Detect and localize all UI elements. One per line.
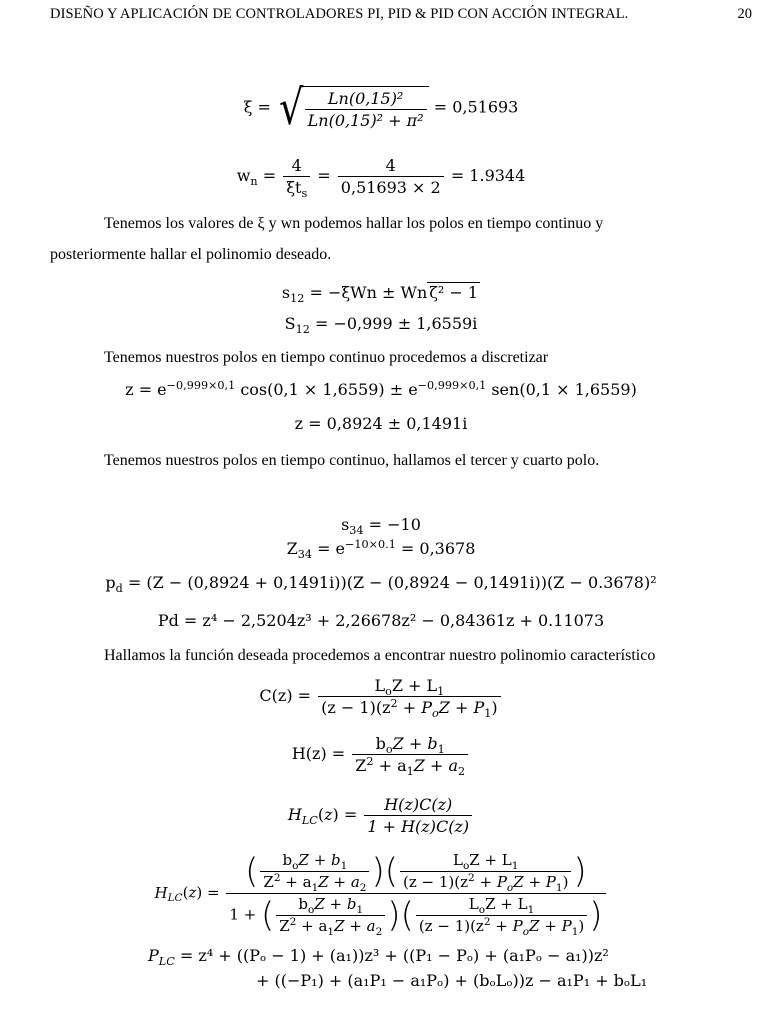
equation-H: H(z) = $\frac{b_oZ + b_1}{Z^2 + a_1Z + a_2}$	[0, 733, 762, 776]
equation-z-discrete: $z = e^{-0,999\times 0,1}$ $\cos(0,1 \times 1,6559) \pm e^{-0,999\times 0,1}$ sen(0,1 × 1,6559)	[125, 378, 637, 399]
paragraph-1-line-2: posteriormente hallar el polinomio deseado.	[50, 246, 332, 263]
equation-Pd-expanded: Pd = z⁴ − 2,5204z³ + 2,26678z² − 0,84361z + 0.11073	[157, 611, 605, 630]
equation-s12: $s_{12} = -\xi Wn \pm Wn$ ζ² − 1	[281, 283, 479, 305]
equation-HLC-expanded: $H_{LC}(z)$ = ( $\frac{b_oZ + b_1}{Z^2 + a_1Z + a_2}$ )( $\frac{L_oZ + L_1}{(z - 1)(z^2 + P_oZ + P_1)}$ ) 1 + ( $\frac{b_oZ + b_1}{Z^2 + a_1Z + a_2}$ )( $\frac{L_oZ + L_1}{(z - 1)(z^2 + P_oZ + P_1)}$ )	[0, 850, 762, 937]
paragraph-3: Tenemos nuestros polos en tiempo continuo, hallamos el tercer y cuarto polo.	[104, 452, 600, 469]
paragraph-4: Hallamos la función deseada procedemos a encontrar nuestro polinomio característico	[104, 647, 656, 664]
equation-S12-value: $S_{12} = -0,999 \pm 1,6559i$	[284, 314, 478, 336]
equation-wn: $w_n$ = $\frac{4}{\xi t_s}$ = $\frac{4}{0,51693 \times 2}$ = 1.9344	[236, 156, 526, 200]
equation-s34: $s_{34} = -10$	[341, 515, 421, 537]
equation-PLC-line-2: + ((−P₁) + (a₁P₁ − a₁Pₒ) + (bₒLₒ))z − a₁P₁ + bₒL₁	[256, 971, 648, 990]
equation-pd-factored: $p_d = (Z - (0,8924 + 0,1491i))(Z - (0,8924 - 0,1491i))(Z - 0.3678)^2$	[105, 573, 657, 595]
equation-z-value: z = 0,8924 ± 0,1491i	[294, 414, 468, 433]
paragraph-1-line-1: Tenemos los valores de ξ y wn podemos hallar los polos en tiempo continuo y	[104, 215, 604, 232]
equation-Z34: $Z_{34} = e^{-10\times 0.1} = 0,3678$	[286, 537, 476, 561]
equation-HLC: $H_{LC}(z)$ = $\frac{H(z)C(z)}{1 + H(z)C(z)}$	[0, 794, 762, 837]
page-number: 20	[737, 6, 752, 22]
equation-C: C(z) = $\frac{L_oZ + L_1}{(z - 1)(z^2 + P_oZ + P_1)}$	[0, 675, 762, 718]
equation-xi: ξ = √ $\frac{\text{Ln(0,15)²}}{\text{Ln(0,15)² + π²}}$ = 0,51693	[243, 80, 519, 136]
paragraph-2: Tenemos nuestros polos en tiempo continuo procedemos a discretizar	[104, 349, 549, 366]
running-header-title: DISEÑO Y APLICACIÓN DE CONTROLADORES PI, PID & PID CON ACCIÓN INTEGRAL.	[50, 6, 629, 22]
equation-PLC-line-1: $P_{LC} = z^4 + ((P_o - 1) + (a_1))z^3 + ((P_1 - P_o) + (a_1P_o - a_1))z^2$	[148, 946, 609, 968]
